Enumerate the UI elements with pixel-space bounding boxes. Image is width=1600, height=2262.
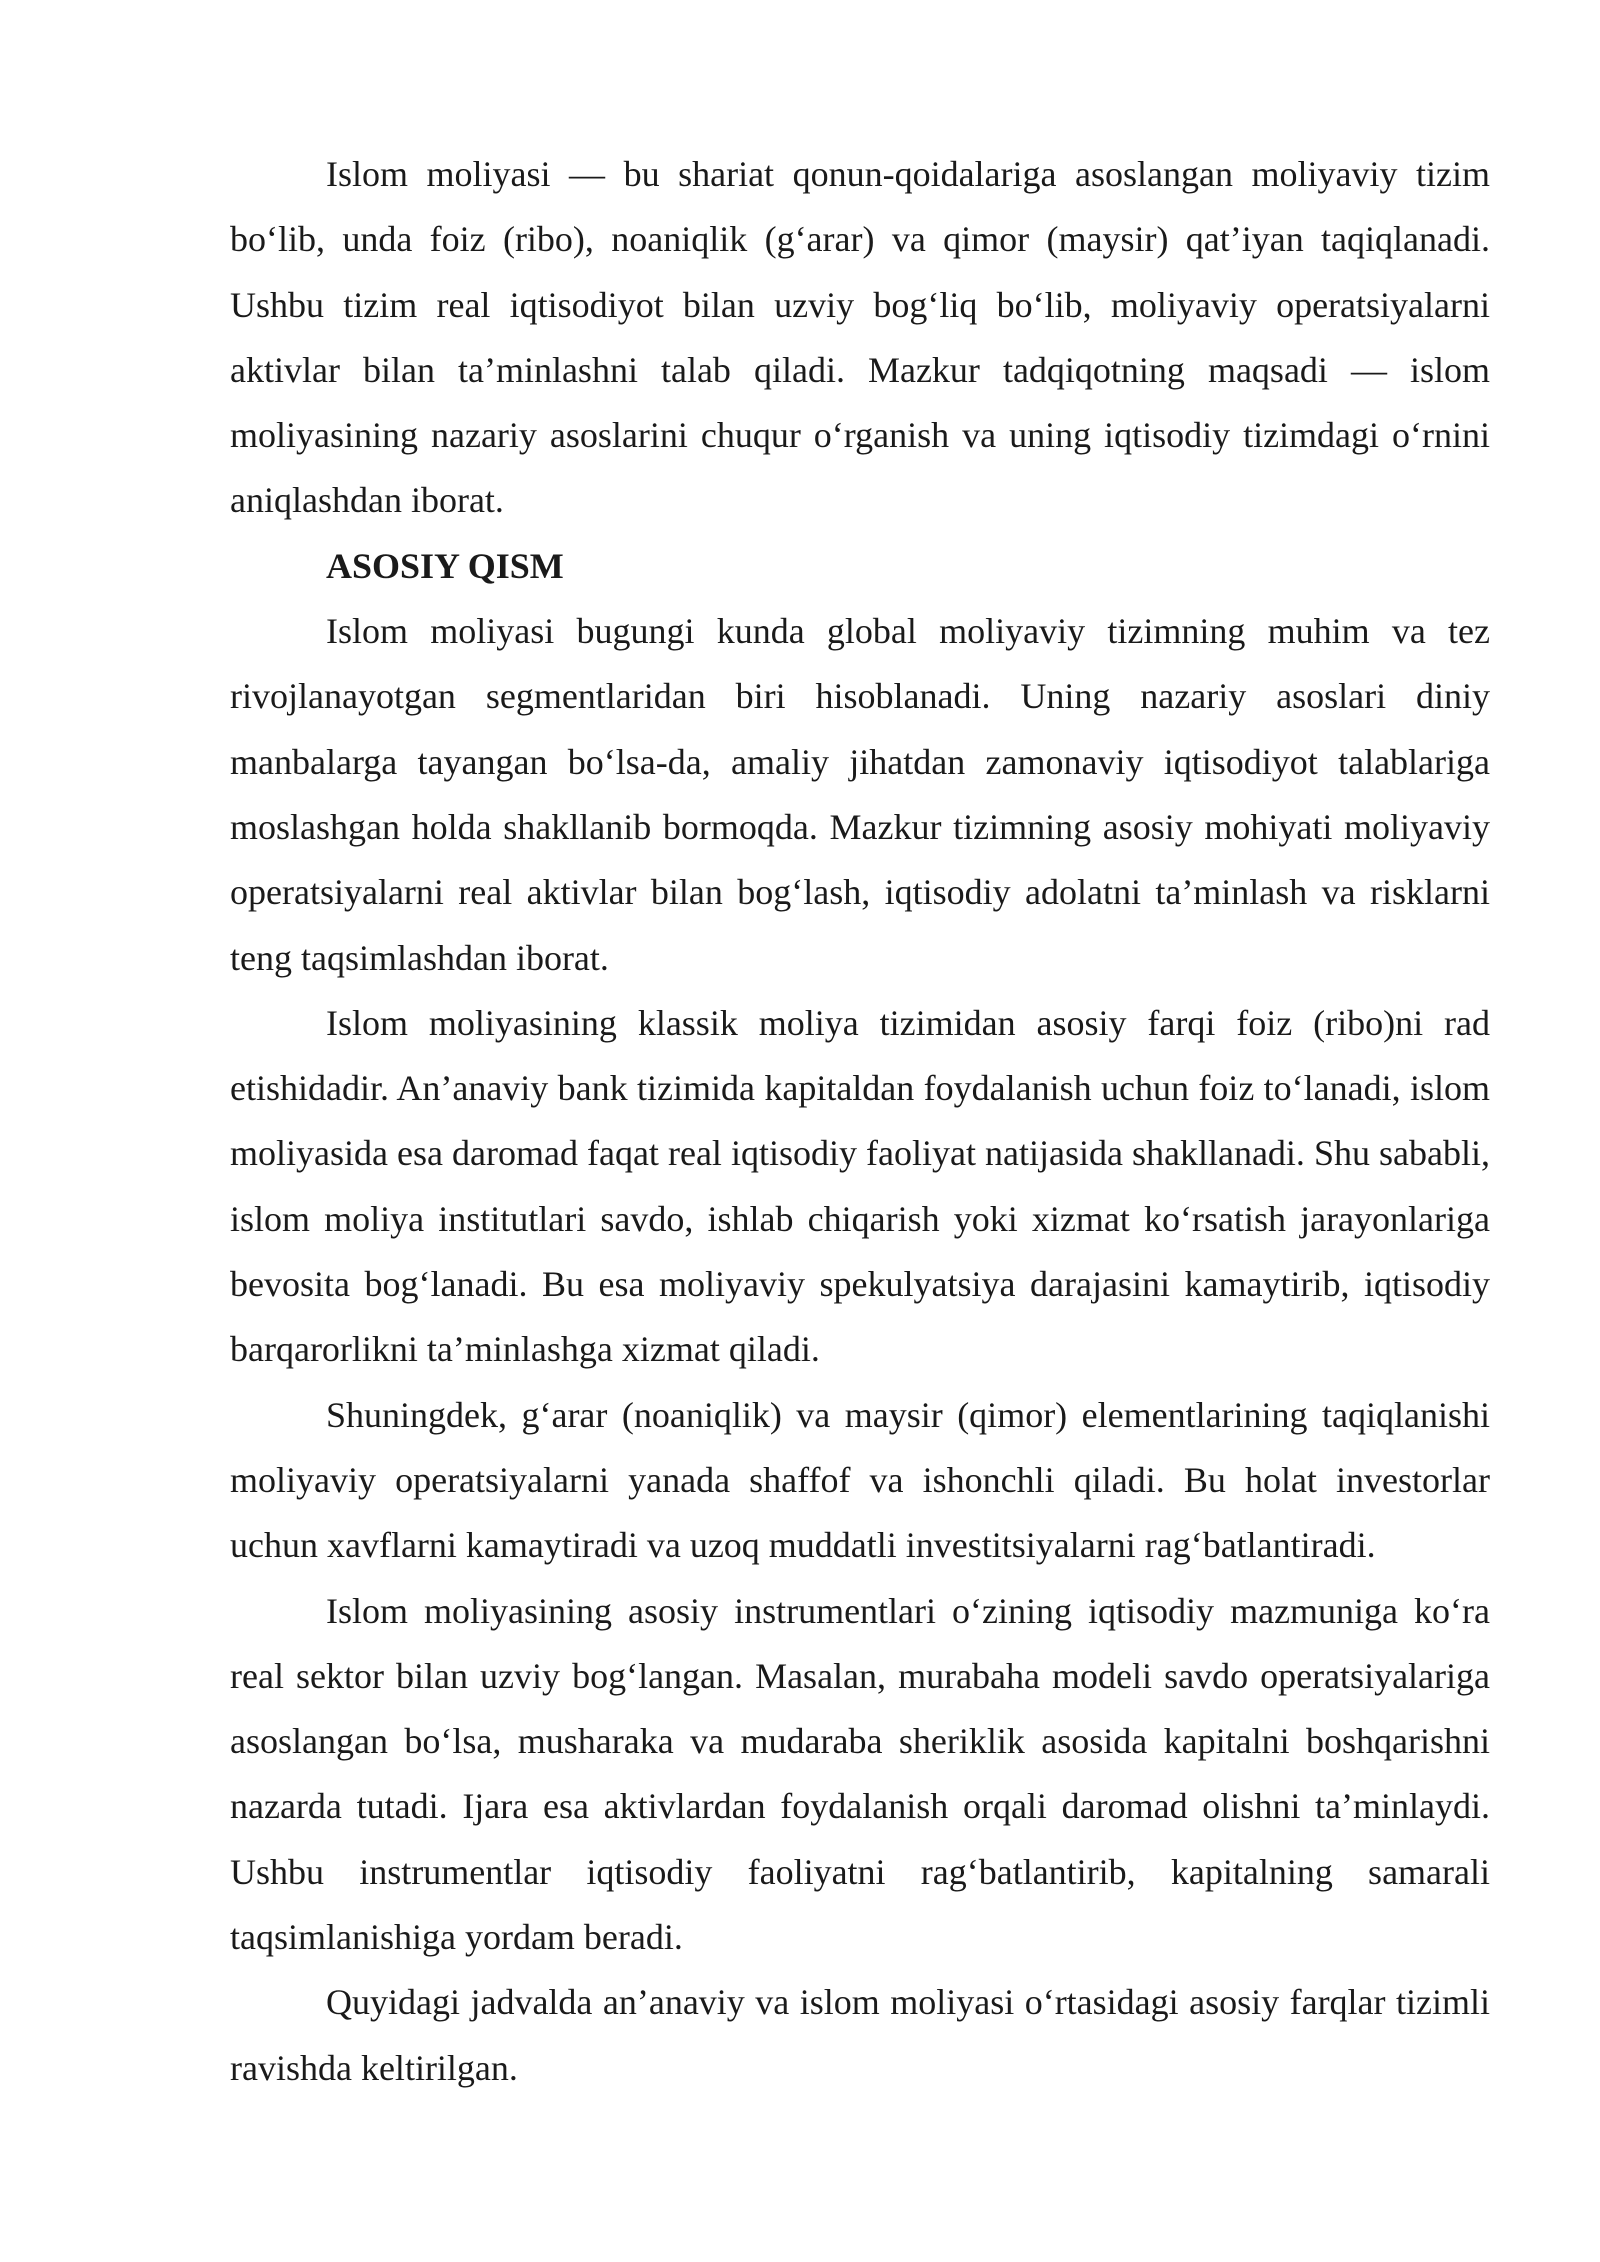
body-paragraph-3: Shuningdek, g‘arar (noaniqlik) va maysir (qimor) elementlarining taqiqlanishi moliyaviy operatsiyalarni yanada shaffof va ishonchli qiladi. Bu holat investorlar uchun xavflarni kamaytiradi va uzoq muddatli investitsiyalarni rag‘batlantiradi. [230,1394,1490,1566]
document-page [230,142,1490,2101]
body-paragraph-2: Islom moliyasining klassik moliya tizimidan asosiy farqi foiz (ribo)ni rad etishidadir. An’anaviy bank tizimida kapitaldan foydalanish uchun foiz to‘lanadi, islom moliyasida esa daromad faqat real iqtisodiy faoliyat natijasida shakllanadi. Shu sababli, islom moliya institutlari savdo, ishlab chiqarish yoki xizmat ko‘rsatish jarayonlariga bevosita bog‘lanadi. Bu esa moliyaviy spekulyatsiya darajasini kamaytirib, iqtisodiy barqarorlikni ta’minlashga xizmat qiladi. [230,1002,1490,1370]
intro-paragraph: Islom moliyasi — bu shariat qonun-qoidalariga asoslangan moliyaviy tizim bo‘lib, unda foiz (ribo), noaniqlik (g‘arar) va qimor (maysir) qat’iyan taqiqlanadi. Ushbu tizim real iqtisodiyot bilan uzviy bog‘liq bo‘lib, moliyaviy operatsiyalarni aktivlar bilan ta’minlashni talab qiladi. Mazkur tadqiqotning maqsadi — islom moliyasining nazariy asoslarini chuqur o‘rganish va uning iqtisodiy tizimdagi o‘rnini aniqlashdan iborat. [230,154,1490,521]
body-paragraph-1: Islom moliyasi bugungi kunda global moliyaviy tizimning muhim va tez rivojlanayotgan segmentlaridan biri hisoblanadi. Uning nazariy asoslari diniy manbalarga tayangan bo‘lsa-da, amaliy jihatdan zamonaviy iqtisodiyot talablariga moslashgan holda shakllanib bormoqda. Mazkur tizimning asosiy mohiyati moliyaviy operatsiyalarni real aktivlar bilan bog‘lash, iqtisodiy adolatni ta’minlash va risklarni teng taqsimlashdan iborat. [230,611,1490,978]
section-heading: ASOSIY QISM [326,545,564,586]
body-paragraph-4: Islom moliyasining asosiy instrumentlari o‘zining iqtisodiy mazmuniga ko‘ra real sektor bilan uzviy bog‘langan. Masalan, murabaha modeli savdo operatsiyalariga asoslangan bo‘lsa, musharaka va mudaraba sheriklik asosida kapitalni boshqarishni nazarda tutadi. Ijara esa aktivlardan foydalanish orqali daromad olishni ta’minlaydi. Ushbu instrumentlar iqtisodiy faoliyatni rag‘batlantirib, kapitalning samarali taqsimlanishiga yordam beradi. [230,1590,1490,1958]
body-paragraph-5: Quyidagi jadvalda an’anaviy va islom moliyasi o‘rtasidagi asosiy farqlar tizimli ravishda keltirilgan. [230,1982,1490,2088]
